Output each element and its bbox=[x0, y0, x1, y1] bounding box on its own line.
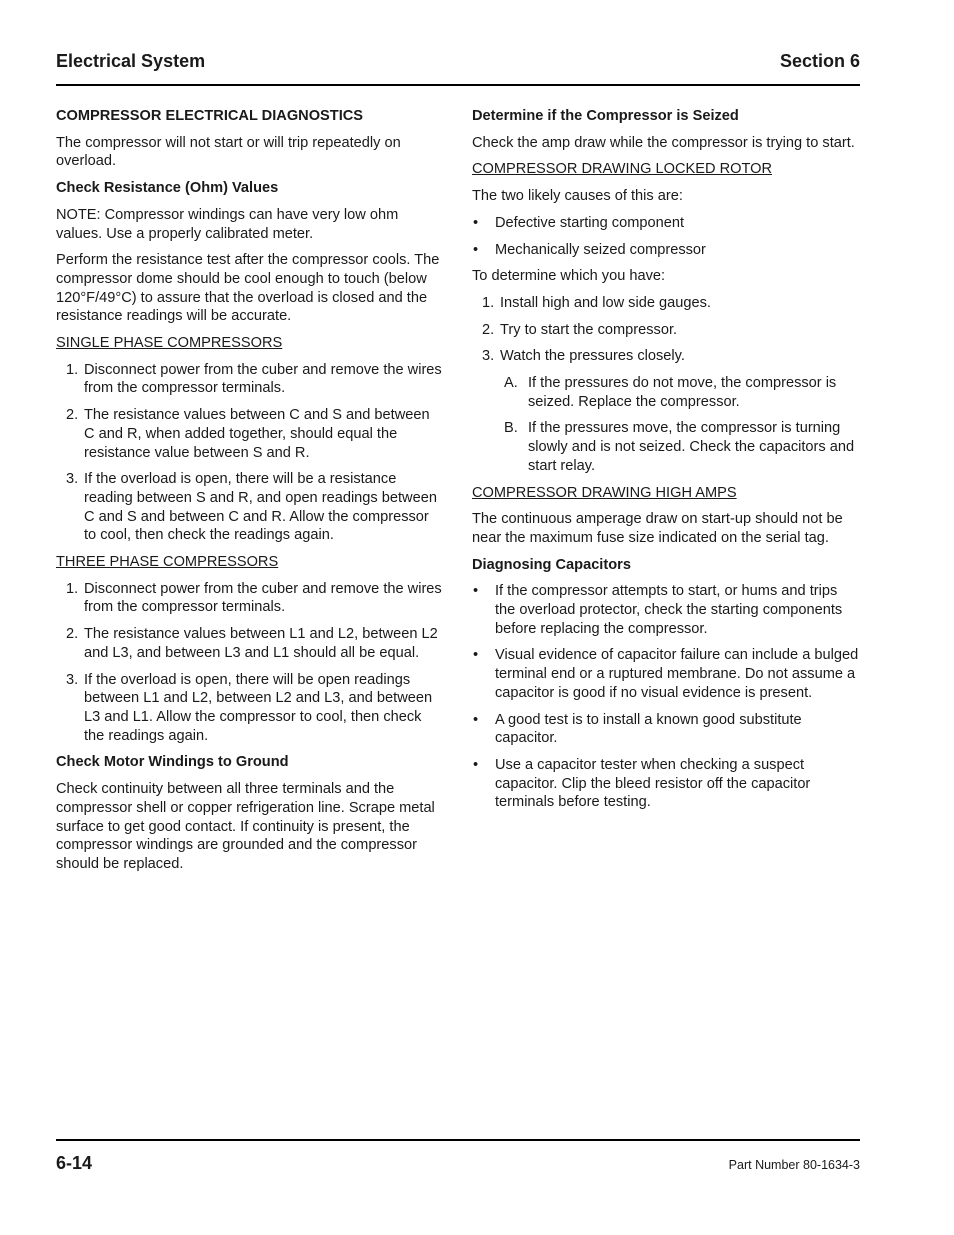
list-item-text: Disconnect power from the cuber and remove the wires from the compressor terminals. bbox=[84, 361, 442, 397]
section-label: Section 6 bbox=[779, 51, 860, 71]
single-phase-list bbox=[56, 361, 444, 545]
list-item bbox=[472, 347, 860, 366]
substep-text: If the pressures do not move, the compressor is seized. Replace the compressor. bbox=[528, 375, 837, 410]
seized-paragraph: Check the amp draw while the compressor is trying to start. bbox=[472, 134, 855, 151]
bullet-icon: • bbox=[473, 241, 479, 258]
substeps-list bbox=[472, 374, 860, 476]
list-item bbox=[472, 321, 860, 340]
bullet-icon: • bbox=[473, 583, 479, 600]
right-column bbox=[472, 107, 860, 820]
ground-paragraph: Check continuity between all three terminals and the compressor shell or copper refrigeration line. Scrape metal surface to get good contact. If continuity is present, the compressor windings are grounded and the compressor should be replaced. bbox=[56, 781, 435, 872]
section-heading: COMPRESSOR ELECTRICAL DIAGNOSTICS bbox=[56, 108, 364, 124]
list-item-text: Watch the pressures closely. bbox=[500, 348, 685, 365]
bullet-item bbox=[472, 214, 860, 233]
bullet-text: A good test is to install a known good substitute capacitor. bbox=[495, 711, 802, 747]
footer-rule bbox=[56, 1139, 860, 1141]
bullet-icon: • bbox=[473, 756, 479, 773]
list-number: 3. bbox=[66, 671, 79, 688]
list-item-text: If the overload is open, there will be open readings between L1 and L2, between L2 and L3, and between L3 and L1. Allow the compressor to cool, then check the readings again. bbox=[84, 671, 433, 744]
list-item bbox=[56, 625, 444, 662]
list-item-text: The resistance values between L1 and L2, between L2 and L3, and between L3 and L1 should all be equal. bbox=[84, 626, 438, 661]
high-amps-paragraph: The continuous amperage draw on start-up should not be near the maximum fuse size indicated on the serial tag. bbox=[472, 511, 843, 546]
list-item bbox=[56, 361, 444, 398]
substep-letter: B. bbox=[504, 420, 518, 437]
bullet-item bbox=[472, 582, 860, 638]
list-item-text: Try to start the compressor. bbox=[500, 321, 678, 338]
substep-text: If the pressures move, the compressor is turning slowly and is not seized. Check the capacitors and start relay. bbox=[528, 420, 855, 474]
list-number: 2. bbox=[66, 626, 79, 643]
bullet-item bbox=[472, 756, 860, 812]
left-column bbox=[56, 107, 444, 882]
bullet-text: Defective starting component bbox=[495, 214, 685, 231]
list-number: 2. bbox=[66, 407, 79, 424]
seized-heading: Determine if the Compressor is Seized bbox=[472, 108, 739, 124]
substep-item bbox=[472, 419, 860, 475]
bullet-icon: • bbox=[473, 711, 479, 728]
list-item-text: Install high and low side gauges. bbox=[500, 294, 711, 311]
perform-paragraph: Perform the resistance test after the compressor cools. The compressor dome should be cool enough to touch (below 120°F/49°C) to assure that the overload is closed and the resistance readings will be accurate. bbox=[56, 252, 440, 325]
list-number: 3. bbox=[482, 348, 495, 365]
page-number: 6-14 bbox=[56, 1153, 93, 1173]
list-item bbox=[56, 671, 444, 746]
list-item-text: Disconnect power from the cuber and remove the wires from the compressor terminals. bbox=[84, 580, 442, 616]
locked-rotor-heading: COMPRESSOR DRAWING LOCKED ROTOR bbox=[472, 161, 773, 178]
high-amps-heading: COMPRESSOR DRAWING HIGH AMPS bbox=[472, 484, 737, 501]
substep-letter: A. bbox=[504, 375, 518, 392]
single-phase-heading: SINGLE PHASE COMPRESSORS bbox=[56, 335, 283, 352]
list-number: 2. bbox=[482, 321, 495, 338]
intro-paragraph: The compressor will not start or will trip repeatedly on overload. bbox=[56, 134, 401, 170]
three-phase-list bbox=[56, 580, 444, 746]
three-phase-heading: THREE PHASE COMPRESSORS bbox=[56, 554, 279, 571]
steps-list bbox=[472, 294, 860, 366]
list-item-text: The resistance values between C and S and between C and R, when added together, should equal the resistance value between S and R. bbox=[84, 407, 430, 461]
page-header bbox=[56, 50, 860, 86]
bullet-text: Mechanically seized compressor bbox=[495, 241, 706, 258]
list-number: 1. bbox=[66, 361, 79, 378]
bullet-text: Use a capacitor tester when checking a suspect capacitor. Clip the bleed resistor off the capacitor terminals before testing. bbox=[495, 756, 811, 811]
determine-paragraph: To determine which you have: bbox=[472, 268, 666, 285]
bullet-item bbox=[472, 711, 860, 748]
bullet-icon: • bbox=[473, 647, 479, 664]
list-number: 1. bbox=[482, 294, 495, 311]
causes-list bbox=[472, 214, 860, 259]
ohm-heading: Check Resistance (Ohm) Values bbox=[56, 180, 279, 197]
chapter-title: Electrical System bbox=[56, 51, 206, 71]
list-item bbox=[56, 580, 444, 617]
list-item bbox=[472, 294, 860, 313]
substep-item bbox=[472, 374, 860, 411]
note-paragraph: NOTE: Compressor windings can have very low ohm values. Use a properly calibrated meter. bbox=[56, 206, 399, 242]
list-number: 1. bbox=[66, 580, 79, 597]
bullet-text: If the compressor attempts to start, or hums and trips the overload protector, check the starting components before replacing the compressor. bbox=[495, 583, 843, 637]
capacitors-heading: Diagnosing Capacitors bbox=[472, 556, 631, 573]
bullet-text: Visual evidence of capacitor failure can include a bulged terminal end or a ruptured membrane. Do not assume a capacitor is good if no visual evidence is present. bbox=[495, 647, 859, 701]
ground-heading: Check Motor Windings to Ground bbox=[56, 754, 289, 771]
part-number: Part Number 80-1634-3 bbox=[728, 1158, 860, 1172]
bullet-icon: • bbox=[473, 214, 479, 231]
causes-intro: The two likely causes of this are: bbox=[472, 188, 683, 205]
list-item-text: If the overload is open, there will be a resistance reading between S and R, and open readings between C and S and between C and R. Allow the compressor to cool, then check the readings again. bbox=[84, 471, 437, 544]
capacitors-list bbox=[472, 582, 860, 812]
list-item bbox=[56, 406, 444, 462]
bullet-item bbox=[472, 646, 860, 702]
bullet-item bbox=[472, 241, 860, 260]
list-item bbox=[56, 470, 444, 545]
list-number: 3. bbox=[66, 471, 79, 488]
